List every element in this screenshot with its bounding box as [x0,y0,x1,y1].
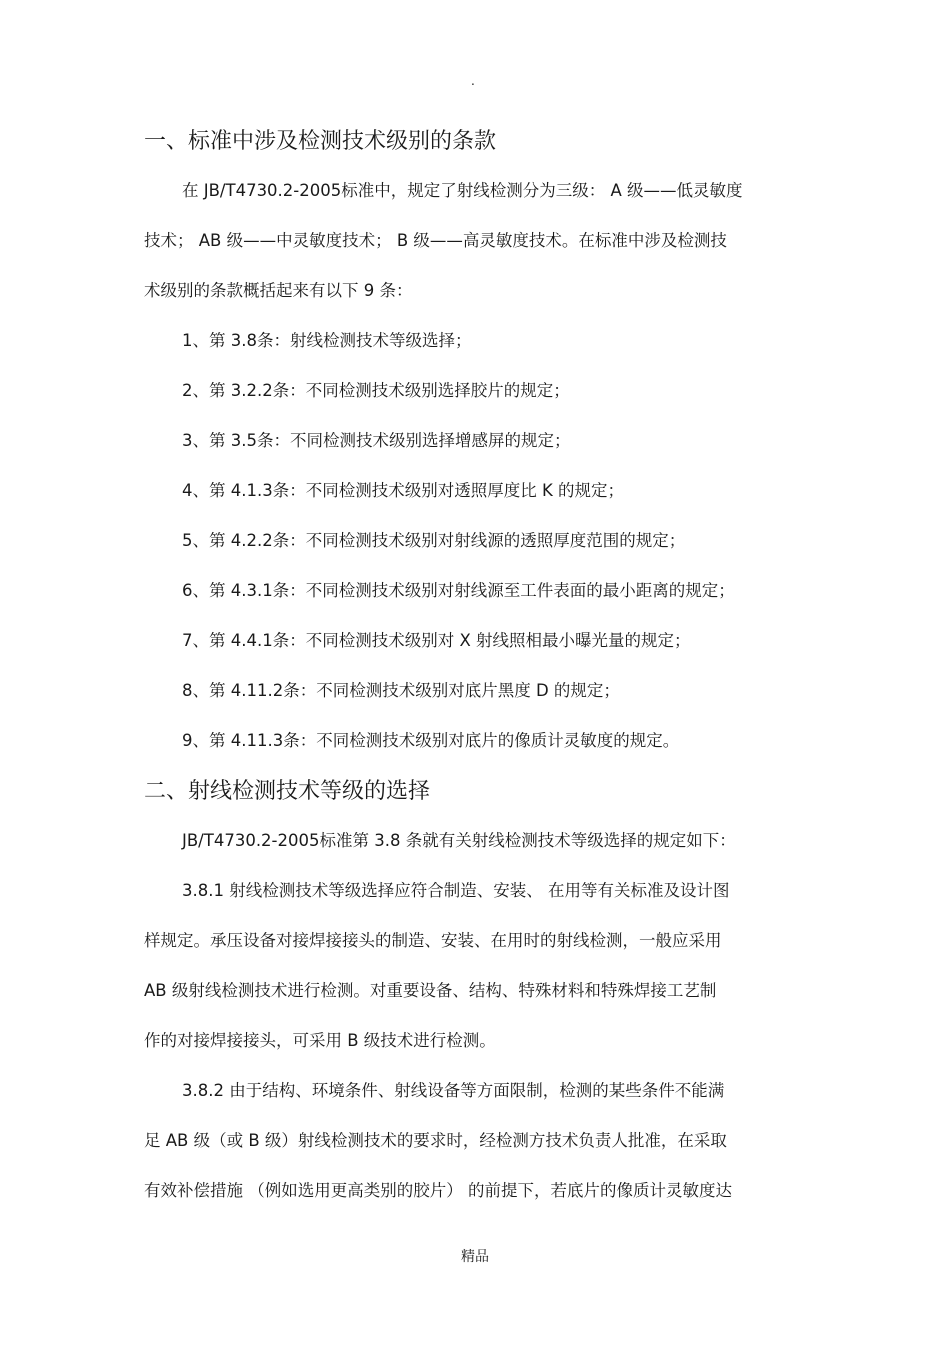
intro-line-1: 在 JB/T4730.2-2005标准中，规定了射线检测分为三级： A 级——低灵敏度 [182,181,743,200]
section-2-line-2: 3.8.1 射线检测技术等级选择应符合制造、安装、 在用等有关标准及设计图 [182,881,730,900]
clause-item-7: 7、第 4.4.1条：不同检测技术级别对 X 射线照相最小曝光量的规定； [182,631,691,650]
section-2-line-3: 样规定。承压设备对接焊接接头的制造、安装、在用时的射线检测，一般应采用 [144,931,722,950]
clause-item-2: 2、第 3.2.2条：不同检测技术级别选择胶片的规定； [182,381,570,400]
clause-item-9: 9、第 4.11.3条：不同检测技术级别对底片的像质计灵敏度的规定。 [182,731,680,750]
section-1-heading: 一、标准中涉及检测技术级别的条款 [144,129,497,154]
section-2-heading: 二、射线检测技术等级的选择 [144,779,431,804]
clause-item-5: 5、第 4.2.2条：不同检测技术级别对射线源的透照厚度范围的规定； [182,531,686,550]
page-footer: 精品 [461,1249,489,1265]
section-2-line-1: JB/T4730.2-2005标准第 3.8 条就有关射线检测技术等级选择的规定如下： [182,831,736,850]
clause-item-6: 6、第 4.3.1条：不同检测技术级别对射线源至工件表面的最小距离的规定； [182,581,735,600]
top-mark: . [471,74,475,88]
section-2-line-5: 作的对接焊接接头，可采用 B 级技术进行检测。 [144,1031,496,1050]
section-2-line-6: 3.8.2 由于结构、环境条件、射线设备等方面限制，检测的某些条件不能满 [182,1081,725,1100]
clause-item-4: 4、第 4.1.3条：不同检测技术级别对透照厚度比 K 的规定； [182,481,625,500]
section-2-line-8: 有效补偿措施 （例如选用更高类别的胶片） 的前提下，若底片的像质计灵敏度达 [144,1181,732,1200]
section-2-line-4: AB 级射线检测技术进行检测。对重要设备、结构、特殊材料和特殊焊接工艺制 [144,981,717,1000]
section-2-line-7: 足 AB 级（或 B 级）射线检测技术的要求时，经检测方技术负责人批准，在采取 [144,1131,727,1150]
clause-item-1: 1、第 3.8条：射线检测技术等级选择； [182,331,472,350]
clause-item-8: 8、第 4.11.2条：不同检测技术级别对底片黑度 D 的规定； [182,681,620,700]
intro-line-2: 技术； AB 级——中灵敏度技术； B 级——高灵敏度技术。在标准中涉及检测技 [144,231,727,250]
intro-line-3: 术级别的条款概括起来有以下 9 条： [144,281,413,300]
clause-item-3: 3、第 3.5条：不同检测技术级别选择增感屏的规定； [182,431,571,450]
